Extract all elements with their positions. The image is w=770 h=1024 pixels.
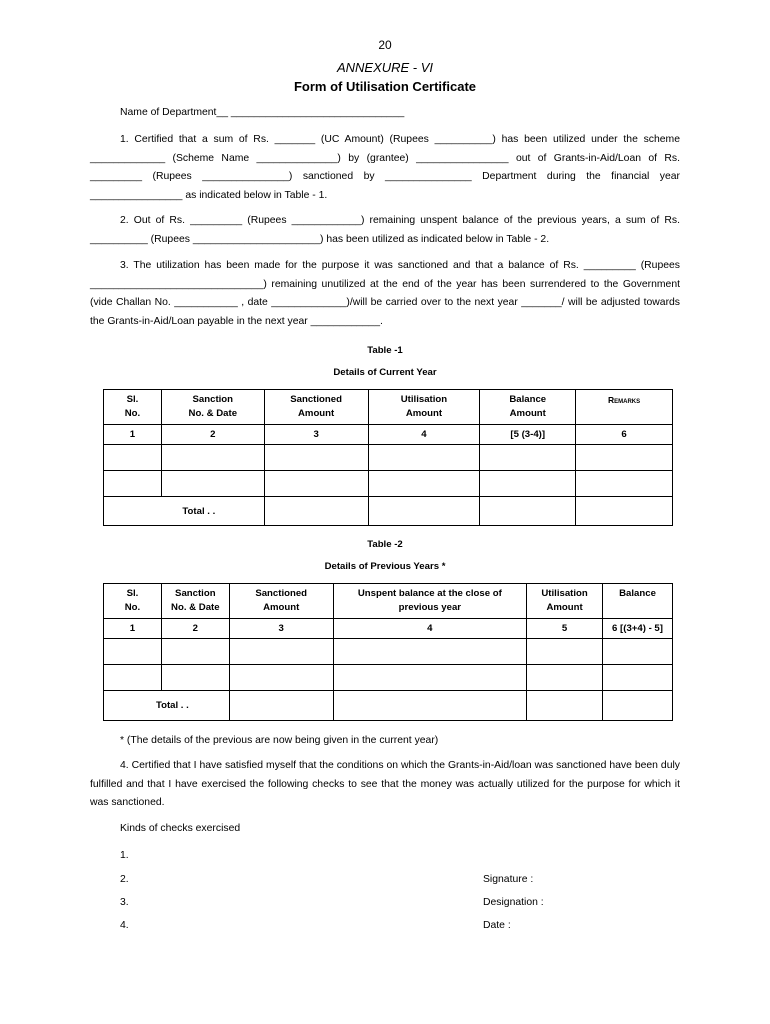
t2-col-number: 3 [229, 619, 333, 639]
table-1 [103, 389, 673, 526]
department-line: Name of Department__ ______________________________ [120, 107, 405, 118]
t1-col-number: 2 [161, 425, 264, 445]
table-row [104, 445, 673, 471]
table-row [104, 471, 673, 497]
page-number: 20 [378, 38, 392, 52]
paragraph-3 [90, 257, 680, 331]
t2-col-number: 1 [104, 619, 162, 639]
t1-col-number: 3 [264, 425, 368, 445]
paragraph-3-text: 3. The utilization has been made for the purpose it was sanctioned and that a balance of Rs. _________ (Rupees ______________________________) remaining unutilized at the end of the year has been surrendered to the Government (vide Challan No. ___________ , date _____________)/will be carried over to the next year _______/ will be adjusted towards the Grants-in-Aid/Loan payable in the next year ____________. [90, 260, 680, 327]
t1-col-number: 6 [576, 425, 673, 445]
table-2-caption: Table -2 [367, 539, 403, 550]
paragraph-1 [90, 131, 680, 205]
t1-col-number: 1 [104, 425, 162, 445]
check-item: 3. [120, 897, 129, 908]
table-row [104, 639, 673, 665]
paragraph-2-text: 2. Out of Rs. _________ (Rupees ____________) remaining unspent balance of the previous years, a sum of Rs. __________ (Rupees ______________________) has been utilized as indicated below in Table - 2. [90, 215, 680, 245]
table-2-subtitle: Details of Previous Years * [324, 561, 446, 572]
t2-header-unspent-balance: Unspent balance at the close of previous year [333, 584, 527, 619]
t2-total-label: Total . . [104, 691, 230, 721]
t2-header-utilisation-amount: Utilisation Amount [527, 584, 603, 619]
check-item: 1. [120, 850, 129, 861]
t1-header-balance-amount: Balance Amount [480, 390, 576, 425]
t2-header-sl: Sl. No. [104, 584, 162, 619]
paragraph-4-text: 4. Certified that I have satisfied myself that the conditions on which the Grants-in-Aid/loan was sanctioned have been duly fulfilled and that I have exercised the following checks to see that the money was actually utilized for the purpose for which it was sanctioned. [90, 760, 680, 808]
t2-col-number: 2 [161, 619, 229, 639]
check-item: 2. [120, 874, 129, 885]
annexure-label: ANNEXURE - VI [336, 60, 434, 75]
t1-col-number: [5 (3-4)] [480, 425, 576, 445]
t1-header-sl: Sl. No. [104, 390, 162, 425]
paragraph-4 [90, 757, 680, 813]
check-item: 4. [120, 920, 129, 931]
t1-col-number: 4 [368, 425, 480, 445]
paragraph-2 [90, 212, 680, 249]
table-total-row [104, 497, 673, 526]
table-total-row [104, 691, 673, 721]
page-title: Form of Utilisation Certificate [293, 79, 477, 94]
designation-label: Designation : [483, 897, 544, 908]
t1-header-utilisation-amount: Utilisation Amount [368, 390, 480, 425]
table-2 [103, 583, 673, 721]
table-1-subtitle: Details of Current Year [333, 367, 437, 378]
footnote: * (The details of the previous are now being given in the current year) [120, 735, 439, 746]
paragraph-1-text: 1. Certified that a sum of Rs. _______ (UC Amount) (Rupees __________) has been utilized under the scheme _____________ (Scheme Name ______________) by (grantee) ________________ out of Grants-in-Aid/Loan of Rs. _________ (Rupees _______________) sanctioned by _______________ Department during the financial year ________________ as indicated below in Table - 1. [90, 134, 680, 201]
t2-header-sanction: Sanction No. & Date [161, 584, 229, 619]
t1-header-remarks: Remarks [576, 390, 673, 425]
date-label: Date : [483, 920, 511, 931]
t2-col-number: 6 [(3+4) - 5] [603, 619, 673, 639]
t2-col-number: 5 [527, 619, 603, 639]
t1-header-sanctioned-amount: Sanctioned Amount [264, 390, 368, 425]
t2-col-number: 4 [333, 619, 527, 639]
table-1-caption: Table -1 [367, 345, 403, 356]
t2-header-sanctioned-amount: Sanctioned Amount [229, 584, 333, 619]
table-row [104, 665, 673, 691]
t1-total-label: Total . . [104, 497, 265, 526]
checks-heading: Kinds of checks exercised [120, 823, 241, 834]
t1-header-sanction: Sanction No. & Date [161, 390, 264, 425]
signature-label: Signature : [483, 874, 534, 885]
t2-header-balance: Balance [603, 584, 673, 619]
